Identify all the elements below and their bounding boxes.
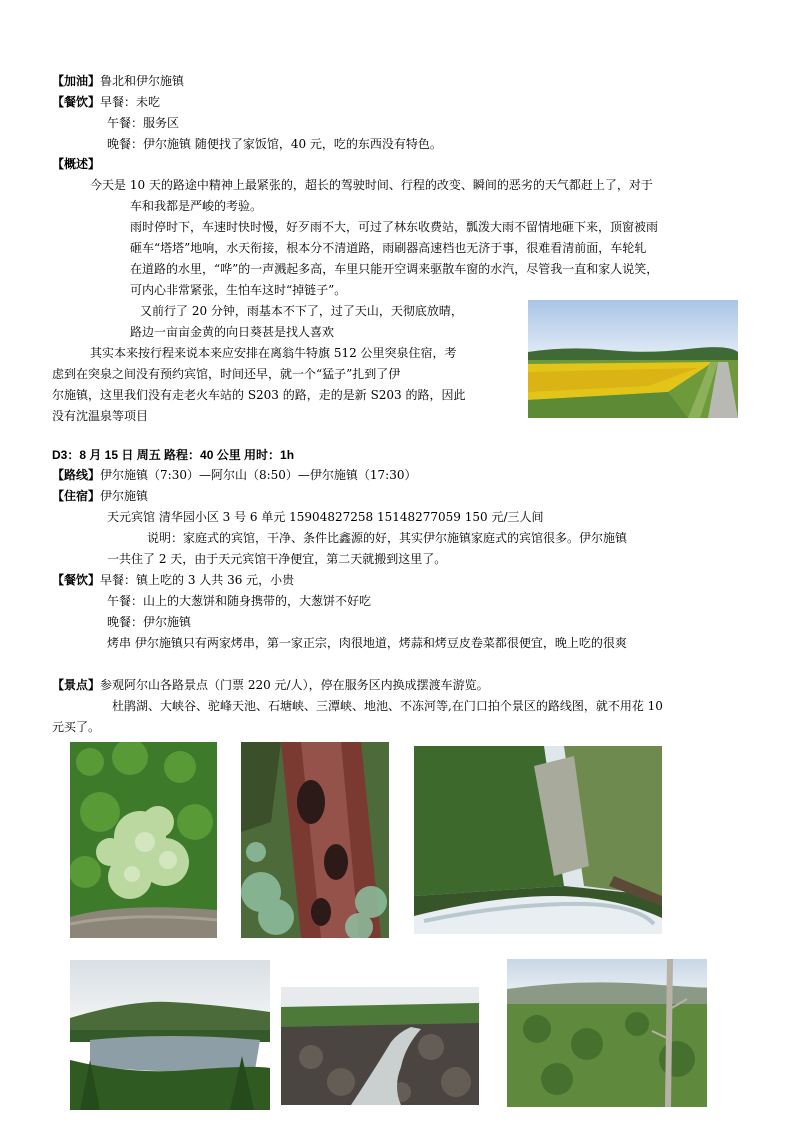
meals-line [52, 93, 160, 111]
overview-line: 尔施镇，这里我们没有走老火车站的 S203 的路，走的是新 S203 的路，因此 [52, 388, 466, 402]
tree-bark-photo [241, 742, 389, 938]
overview-line: 路边一亩亩金黄的向日葵甚是找人喜欢 [130, 325, 335, 339]
lodging-text: 伊尔施镇 [100, 489, 149, 503]
overview-line: 虑到在突泉之间没有预约宾馆，时间还早，就一个“猛子”扎到了伊 [52, 367, 401, 381]
lodging-note: 说明：家庭式的宾馆，干净、条件比鑫源的好，其实伊尔施镇家庭式的宾馆很多。伊尔施镇 [147, 531, 628, 545]
d3-meals-breakfast: 早餐：镇上吃的 3 人共 36 元，小贵 [100, 573, 295, 587]
moss-plants-photo [70, 742, 217, 938]
lodging-hotel: 天元宾馆 清华园小区 3 号 6 单元 15904827258 15148277059 150 元/三人间 [107, 510, 544, 524]
fuel-line [52, 72, 184, 90]
d3-meals-label: 【餐饮】 [52, 573, 101, 587]
river-valley-photo [414, 746, 662, 934]
meals-breakfast: 早餐：未吃 [100, 95, 161, 109]
overview-line: 可内心非常紧张，生怕车这时“掉链子”。 [130, 283, 347, 297]
rock-stream-photo [281, 987, 479, 1105]
lake-photo [70, 960, 270, 1110]
d3-meals-lunch: 午餐：山上的大葱饼和随身携带的，大葱饼不好吃 [107, 594, 372, 608]
route-label: 【路线】 [52, 468, 101, 482]
meals-label: 【餐饮】 [52, 95, 101, 109]
overview-line: 今天是 10 天的路途中精神上最紧张的，超长的驾驶时间、行程的改变、瞬间的恶劣的天气都赶上了，对于 [90, 178, 653, 192]
lodging-label: 【住宿】 [52, 489, 101, 503]
forest-dead-tree-photo [507, 959, 707, 1107]
overview-line: 其实本来按行程来说本来应安排在离翁牛特旗 512 公里突泉住宿，考 [90, 346, 457, 360]
scenic-label: 【景点】 [52, 678, 101, 692]
d3-meals-dinner: 晚餐：伊尔施镇 [107, 615, 192, 629]
fuel-text: 鲁北和伊尔施镇 [100, 74, 185, 88]
route-text: 伊尔施镇（7:30）—阿尔山（8:50）—伊尔施镇（17:30） [100, 468, 417, 482]
sunflower-field-photo [528, 300, 738, 418]
d3-meals-bbq: 烤串 伊尔施镇只有两家烤串，第一家正宗，肉很地道，烤蒜和烤豆皮卷菜都很便宜，晚上吃的很爽 [107, 636, 627, 650]
scenic-line-2: 杜鹃湖、大峡谷、驼峰天池、石塘峡、三潭峡、地池、不冻河等,在门口拍个景区的路线图，就不用花 10 [112, 699, 663, 713]
d3-heading: D3：8 月 15 日 周五 路程：40 公里 用时：1h [52, 448, 295, 462]
scenic-line-3: 元买了。 [52, 720, 101, 734]
overview-line: 雨时停时下，车速时快时慢，好歹雨不大，可过了林东收费站，瓢泼大雨不留情地砸下来，顶窗被雨 [130, 220, 659, 234]
lodging-line [52, 487, 148, 505]
overview-line: 在道路的水里，“哗”的一声溅起多高，车里只能开空调来驱散车窗的水汽，尽管我一直和家人说笑， [130, 262, 659, 276]
scenic-line [52, 676, 489, 694]
meals-dinner: 晚餐：伊尔施镇 随便找了家饭馆，40 元，吃的东西没有特色。 [107, 137, 442, 151]
overview-line: 车和我都是严峻的考验。 [130, 199, 263, 213]
route-line [52, 466, 417, 484]
d3-meals-line [52, 571, 294, 589]
scenic-text: 参观阿尔山各路景点（门票 220 元/人），停在服务区内换成摆渡车游览。 [100, 678, 489, 692]
meals-lunch: 午餐：服务区 [107, 116, 180, 130]
overview-label: 【概述】 [52, 157, 101, 171]
overview-line: 没有沈温泉等项目 [52, 409, 149, 423]
lodging-note: 一共住了 2 天，由于天元宾馆干净便宜，第二天就搬到这里了。 [107, 552, 447, 566]
overview-line: 又前行了 20 分钟，雨基本不下了，过了天山，天彻底放晴， [140, 304, 463, 318]
fuel-label: 【加油】 [52, 74, 101, 88]
overview-line: 砸车“塔塔”地响，水天衔接，根本分不清道路，雨刷器高速档也无济于事，很难看清前面，车轮轧 [130, 241, 647, 255]
